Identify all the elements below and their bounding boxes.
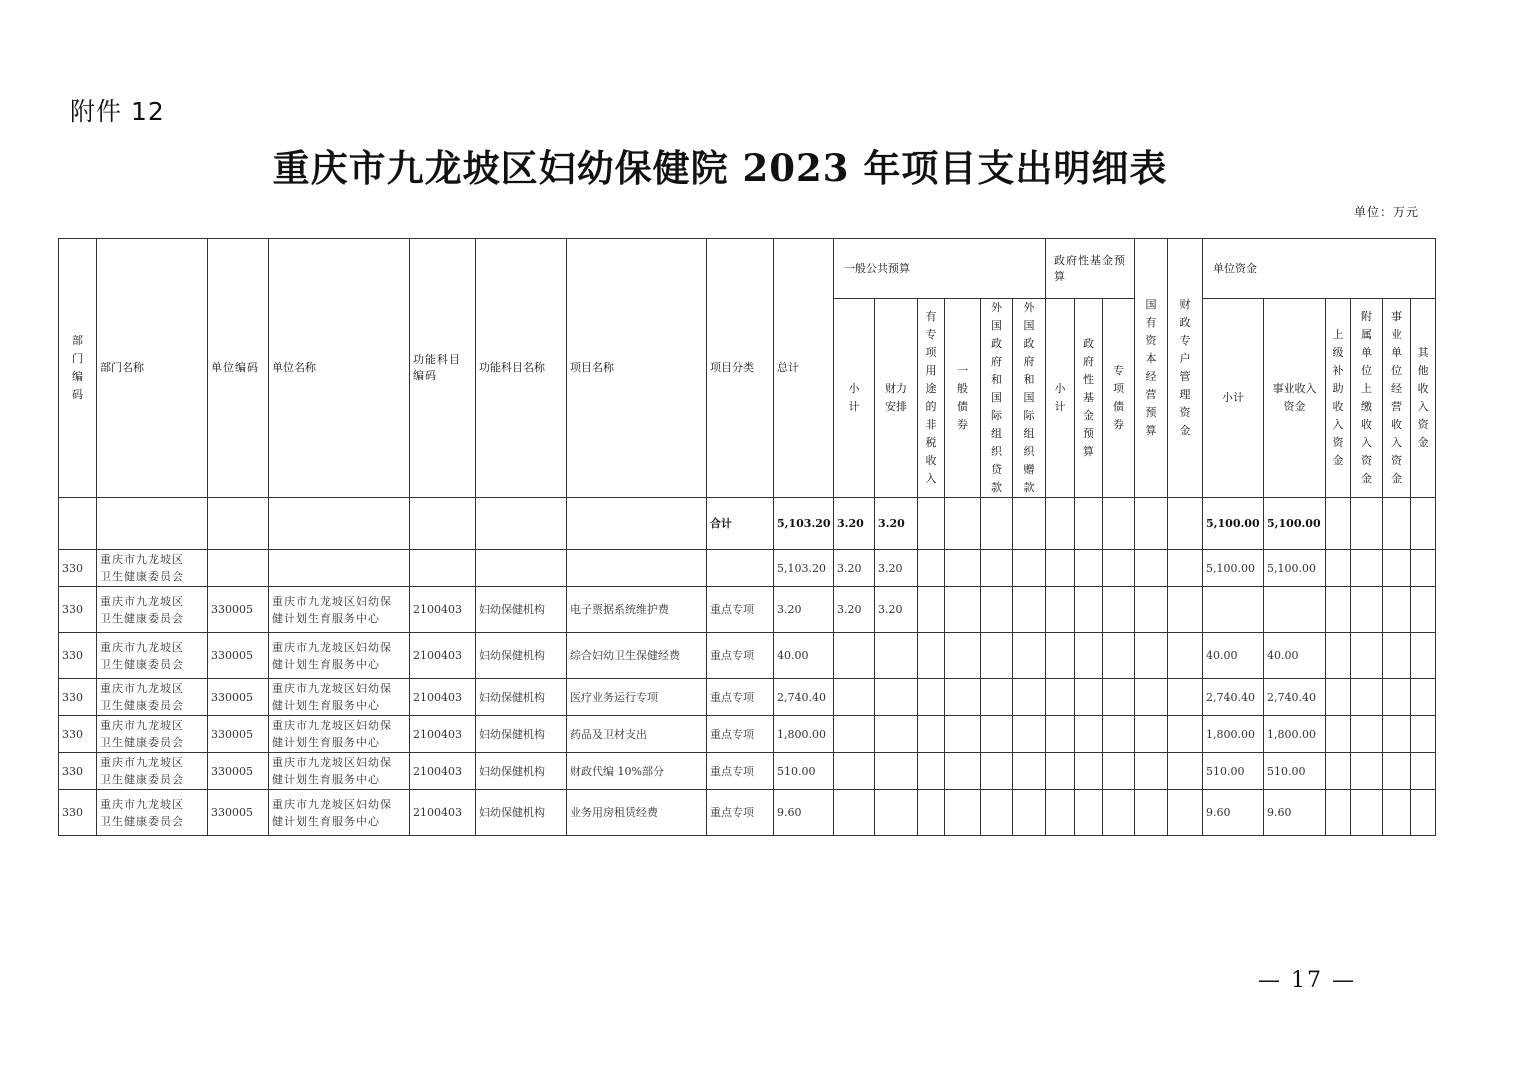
header-gf-bond: 专项债券 (1103, 299, 1135, 498)
empty-cell (1168, 633, 1203, 679)
row-project-type: 重点专项 (707, 790, 774, 836)
header-gb-nontax: 有专项用途的非税收入 (918, 299, 945, 498)
row-uf-business: 1,800.00 (1264, 716, 1326, 753)
dept-gb-subtotal: 3.20 (834, 550, 875, 587)
header-project-name: 项目名称 (567, 239, 707, 498)
row-project-type: 重点专项 (707, 587, 774, 633)
row-func-code: 2100403 (410, 679, 476, 716)
row-unit-name: 重庆市九龙坡区妇幼保 健计划生育服务中心 (269, 633, 410, 679)
empty-cell (1013, 753, 1046, 790)
empty-cell (1135, 587, 1168, 633)
row-func-name: 妇幼保健机构 (476, 790, 567, 836)
row-func-code: 2100403 (410, 716, 476, 753)
empty-cell (1351, 716, 1383, 753)
empty-cell (1168, 753, 1203, 790)
empty-cell (945, 587, 981, 633)
header-fiscal-special: 财政专户管理资金 (1168, 239, 1203, 498)
project-expenditure-table (58, 238, 1436, 836)
table-row (59, 587, 1436, 633)
row-gb-subtotal (834, 633, 875, 679)
header-uf-business: 事业收入资金 (1264, 299, 1326, 498)
row-project-type: 重点专项 (707, 633, 774, 679)
header-gov-fund-budget: 政府性基金预算 (1046, 239, 1135, 299)
dept-total: 5,103.20 (774, 550, 834, 587)
empty-cell (1168, 587, 1203, 633)
row-unit-code: 330005 (208, 753, 269, 790)
total-uf-subtotal: 5,100.00 (1203, 498, 1264, 550)
empty-cell (1046, 633, 1075, 679)
row-uf-subtotal: 9.60 (1203, 790, 1264, 836)
page-number: — 17 — (1258, 968, 1356, 993)
header-unit-name: 单位名称 (269, 239, 410, 498)
row-uf-business: 9.60 (1264, 790, 1326, 836)
empty-cell (1411, 716, 1436, 753)
row-gb-fiscal: 3.20 (875, 587, 918, 633)
row-unit-code: 330005 (208, 716, 269, 753)
header-uf-other: 其他收入资金 (1411, 299, 1436, 498)
empty-cell (1046, 679, 1075, 716)
row-total: 40.00 (774, 633, 834, 679)
empty-cell (1383, 716, 1411, 753)
row-unit-name: 重庆市九龙坡区妇幼保 健计划生育服务中心 (269, 679, 410, 716)
dept-row (59, 550, 1436, 587)
empty-cell (1013, 679, 1046, 716)
row-func-name: 妇幼保健机构 (476, 679, 567, 716)
row-func-code: 2100403 (410, 587, 476, 633)
empty-cell (1013, 716, 1046, 753)
empty-cell (1075, 790, 1103, 836)
row-gb-fiscal (875, 790, 918, 836)
total-label: 合计 (707, 498, 774, 550)
empty-cell (1103, 753, 1135, 790)
row-total: 1,800.00 (774, 716, 834, 753)
row-project-type: 重点专项 (707, 716, 774, 753)
header-func-code: 功能科目编码 (410, 239, 476, 498)
table-row (59, 753, 1436, 790)
empty-cell (981, 753, 1013, 790)
empty-cell (1075, 716, 1103, 753)
row-project-type: 重点专项 (707, 679, 774, 716)
dept-uf-business: 5,100.00 (1264, 550, 1326, 587)
row-uf-subtotal: 510.00 (1203, 753, 1264, 790)
row-gb-subtotal (834, 753, 875, 790)
dept-name: 重庆市九龙坡区 卫生健康委员会 (97, 550, 208, 587)
row-func-name: 妇幼保健机构 (476, 716, 567, 753)
row-gb-fiscal (875, 753, 918, 790)
row-gb-subtotal (834, 679, 875, 716)
empty-cell (1326, 716, 1351, 753)
row-unit-name: 重庆市九龙坡区妇幼保 健计划生育服务中心 (269, 790, 410, 836)
empty-cell (1411, 679, 1436, 716)
total-gb-subtotal: 3.20 (834, 498, 875, 550)
row-uf-business (1264, 587, 1326, 633)
row-func-code: 2100403 (410, 790, 476, 836)
empty-cell (1103, 587, 1135, 633)
row-unit-code: 330005 (208, 790, 269, 836)
table-row (59, 679, 1436, 716)
empty-cell (1411, 587, 1436, 633)
empty-cell (918, 679, 945, 716)
header-func-name: 功能科目名称 (476, 239, 567, 498)
empty-cell (1168, 790, 1203, 836)
row-func-name: 妇幼保健机构 (476, 587, 567, 633)
header-gb-grant: 外国政府和国际组织赠款 (1013, 299, 1046, 498)
row-unit-code: 330005 (208, 587, 269, 633)
empty-cell (1046, 587, 1075, 633)
empty-cell (1326, 587, 1351, 633)
empty-cell (1326, 790, 1351, 836)
header-gb-loan: 外国政府和国际组织贷款 (981, 299, 1013, 498)
empty-cell (918, 753, 945, 790)
empty-cell (1013, 587, 1046, 633)
row-project-name: 业务用房租赁经费 (567, 790, 707, 836)
row-gb-subtotal (834, 790, 875, 836)
header-dept-name: 部门名称 (97, 239, 208, 498)
row-func-code: 2100403 (410, 753, 476, 790)
empty-cell (1135, 633, 1168, 679)
empty-cell (1075, 679, 1103, 716)
dept-gb-fiscal: 3.20 (875, 550, 918, 587)
row-project-name: 财政代编 10%部分 (567, 753, 707, 790)
empty-cell (1013, 790, 1046, 836)
row-unit-name: 重庆市九龙坡区妇幼保 健计划生育服务中心 (269, 587, 410, 633)
row-gb-fiscal (875, 716, 918, 753)
empty-cell (1075, 633, 1103, 679)
page-title: 重庆市九龙坡区妇幼保健院 2023 年项目支出明细表 (272, 146, 1168, 190)
row-uf-business: 2,740.40 (1264, 679, 1326, 716)
row-uf-business: 510.00 (1264, 753, 1326, 790)
empty-cell (945, 753, 981, 790)
empty-cell (1326, 753, 1351, 790)
row-dept-code: 330 (59, 716, 97, 753)
empty-cell (981, 790, 1013, 836)
row-dept-code: 330 (59, 790, 97, 836)
empty-cell (1103, 716, 1135, 753)
empty-cell (1135, 753, 1168, 790)
empty-cell (1411, 633, 1436, 679)
empty-cell (918, 716, 945, 753)
row-unit-code: 330005 (208, 633, 269, 679)
empty-cell (1075, 753, 1103, 790)
row-dept-code: 330 (59, 633, 97, 679)
empty-cell (1383, 790, 1411, 836)
row-total: 2,740.40 (774, 679, 834, 716)
header-general-budget: 一般公共预算 (834, 239, 1046, 299)
row-uf-subtotal: 2,740.40 (1203, 679, 1264, 716)
empty-cell (1075, 587, 1103, 633)
table-row (59, 716, 1436, 753)
header-gb-bond: 一般债券 (945, 299, 981, 498)
empty-cell (1135, 716, 1168, 753)
total-total: 5,103.20 (774, 498, 834, 550)
total-row (59, 498, 1436, 550)
empty-cell (1168, 716, 1203, 753)
row-func-name: 妇幼保健机构 (476, 753, 567, 790)
row-dept-name: 重庆市九龙坡区 卫生健康委员会 (97, 633, 208, 679)
empty-cell (981, 633, 1013, 679)
empty-cell (945, 679, 981, 716)
row-gb-subtotal: 3.20 (834, 587, 875, 633)
header-total: 总计 (774, 239, 834, 498)
row-unit-code: 330005 (208, 679, 269, 716)
row-func-code: 2100403 (410, 633, 476, 679)
empty-cell (1383, 679, 1411, 716)
empty-cell (1351, 633, 1383, 679)
empty-cell (1326, 679, 1351, 716)
row-uf-business: 40.00 (1264, 633, 1326, 679)
attachment-label: 附件 12 (70, 97, 165, 126)
empty-cell (1046, 753, 1075, 790)
header-uf-superior: 上级补助收入资金 (1326, 299, 1351, 498)
empty-cell (1383, 633, 1411, 679)
table-row (59, 633, 1436, 679)
row-func-name: 妇幼保健机构 (476, 633, 567, 679)
header-uf-subtotal: 小计 (1203, 299, 1264, 498)
row-uf-subtotal (1203, 587, 1264, 633)
empty-cell (945, 790, 981, 836)
empty-cell (1383, 753, 1411, 790)
row-dept-code: 330 (59, 679, 97, 716)
empty-cell (1103, 790, 1135, 836)
row-dept-name: 重庆市九龙坡区 卫生健康委员会 (97, 716, 208, 753)
unit-label: 单位：万元 (1353, 205, 1419, 219)
empty-cell (1046, 790, 1075, 836)
row-project-name: 医疗业务运行专项 (567, 679, 707, 716)
empty-cell (1103, 633, 1135, 679)
row-total: 510.00 (774, 753, 834, 790)
row-dept-name: 重庆市九龙坡区 卫生健康委员会 (97, 753, 208, 790)
row-dept-name: 重庆市九龙坡区 卫生健康委员会 (97, 790, 208, 836)
row-project-type: 重点专项 (707, 753, 774, 790)
empty-cell (918, 587, 945, 633)
empty-cell (1411, 753, 1436, 790)
row-project-name: 综合妇幼卫生保健经费 (567, 633, 707, 679)
empty-cell (1351, 679, 1383, 716)
empty-cell (1351, 753, 1383, 790)
header-gb-subtotal: 小计 (834, 299, 875, 498)
header-uf-operating: 事业单位经营收入资金 (1383, 299, 1411, 498)
header-unit-funds: 单位资金 (1203, 239, 1436, 299)
empty-cell (1383, 587, 1411, 633)
empty-cell (1351, 790, 1383, 836)
row-total: 3.20 (774, 587, 834, 633)
empty-cell (1168, 679, 1203, 716)
row-uf-subtotal: 40.00 (1203, 633, 1264, 679)
empty-cell (918, 790, 945, 836)
empty-cell (945, 716, 981, 753)
row-project-name: 药品及卫材支出 (567, 716, 707, 753)
row-dept-name: 重庆市九龙坡区 卫生健康委员会 (97, 679, 208, 716)
empty-cell (1046, 716, 1075, 753)
row-total: 9.60 (774, 790, 834, 836)
empty-cell (1013, 633, 1046, 679)
row-unit-name: 重庆市九龙坡区妇幼保 健计划生育服务中心 (269, 753, 410, 790)
empty-cell (981, 587, 1013, 633)
row-gb-fiscal (875, 633, 918, 679)
row-dept-name: 重庆市九龙坡区 卫生健康委员会 (97, 587, 208, 633)
empty-cell (1326, 633, 1351, 679)
total-gb-fiscal: 3.20 (875, 498, 918, 550)
table-row (59, 790, 1436, 836)
header-gf-budget: 政府性基金预算 (1075, 299, 1103, 498)
empty-cell (981, 716, 1013, 753)
header-dept-code: 部门编码 (59, 239, 97, 498)
row-dept-code: 330 (59, 753, 97, 790)
header-gf-subtotal: 小计 (1046, 299, 1075, 498)
total-uf-business: 5,100.00 (1264, 498, 1326, 550)
row-gb-subtotal (834, 716, 875, 753)
empty-cell (1351, 587, 1383, 633)
row-project-name: 电子票据系统维护费 (567, 587, 707, 633)
empty-cell (1103, 679, 1135, 716)
row-uf-subtotal: 1,800.00 (1203, 716, 1264, 753)
header-row-1 (59, 239, 1436, 299)
dept-code: 330 (59, 550, 97, 587)
header-state-capital: 国有资本经营预算 (1135, 239, 1168, 498)
row-unit-name: 重庆市九龙坡区妇幼保 健计划生育服务中心 (269, 716, 410, 753)
empty-cell (945, 633, 981, 679)
header-unit-code: 单位编码 (208, 239, 269, 498)
empty-cell (1411, 790, 1436, 836)
row-dept-code: 330 (59, 587, 97, 633)
empty-cell (981, 679, 1013, 716)
dept-uf-subtotal: 5,100.00 (1203, 550, 1264, 587)
row-gb-fiscal (875, 679, 918, 716)
empty-cell (1135, 679, 1168, 716)
header-gb-fiscal: 财力安排 (875, 299, 918, 498)
header-project-type: 项目分类 (707, 239, 774, 498)
header-uf-affiliated: 附属单位上缴收入资金 (1351, 299, 1383, 498)
empty-cell (918, 633, 945, 679)
empty-cell (1135, 790, 1168, 836)
